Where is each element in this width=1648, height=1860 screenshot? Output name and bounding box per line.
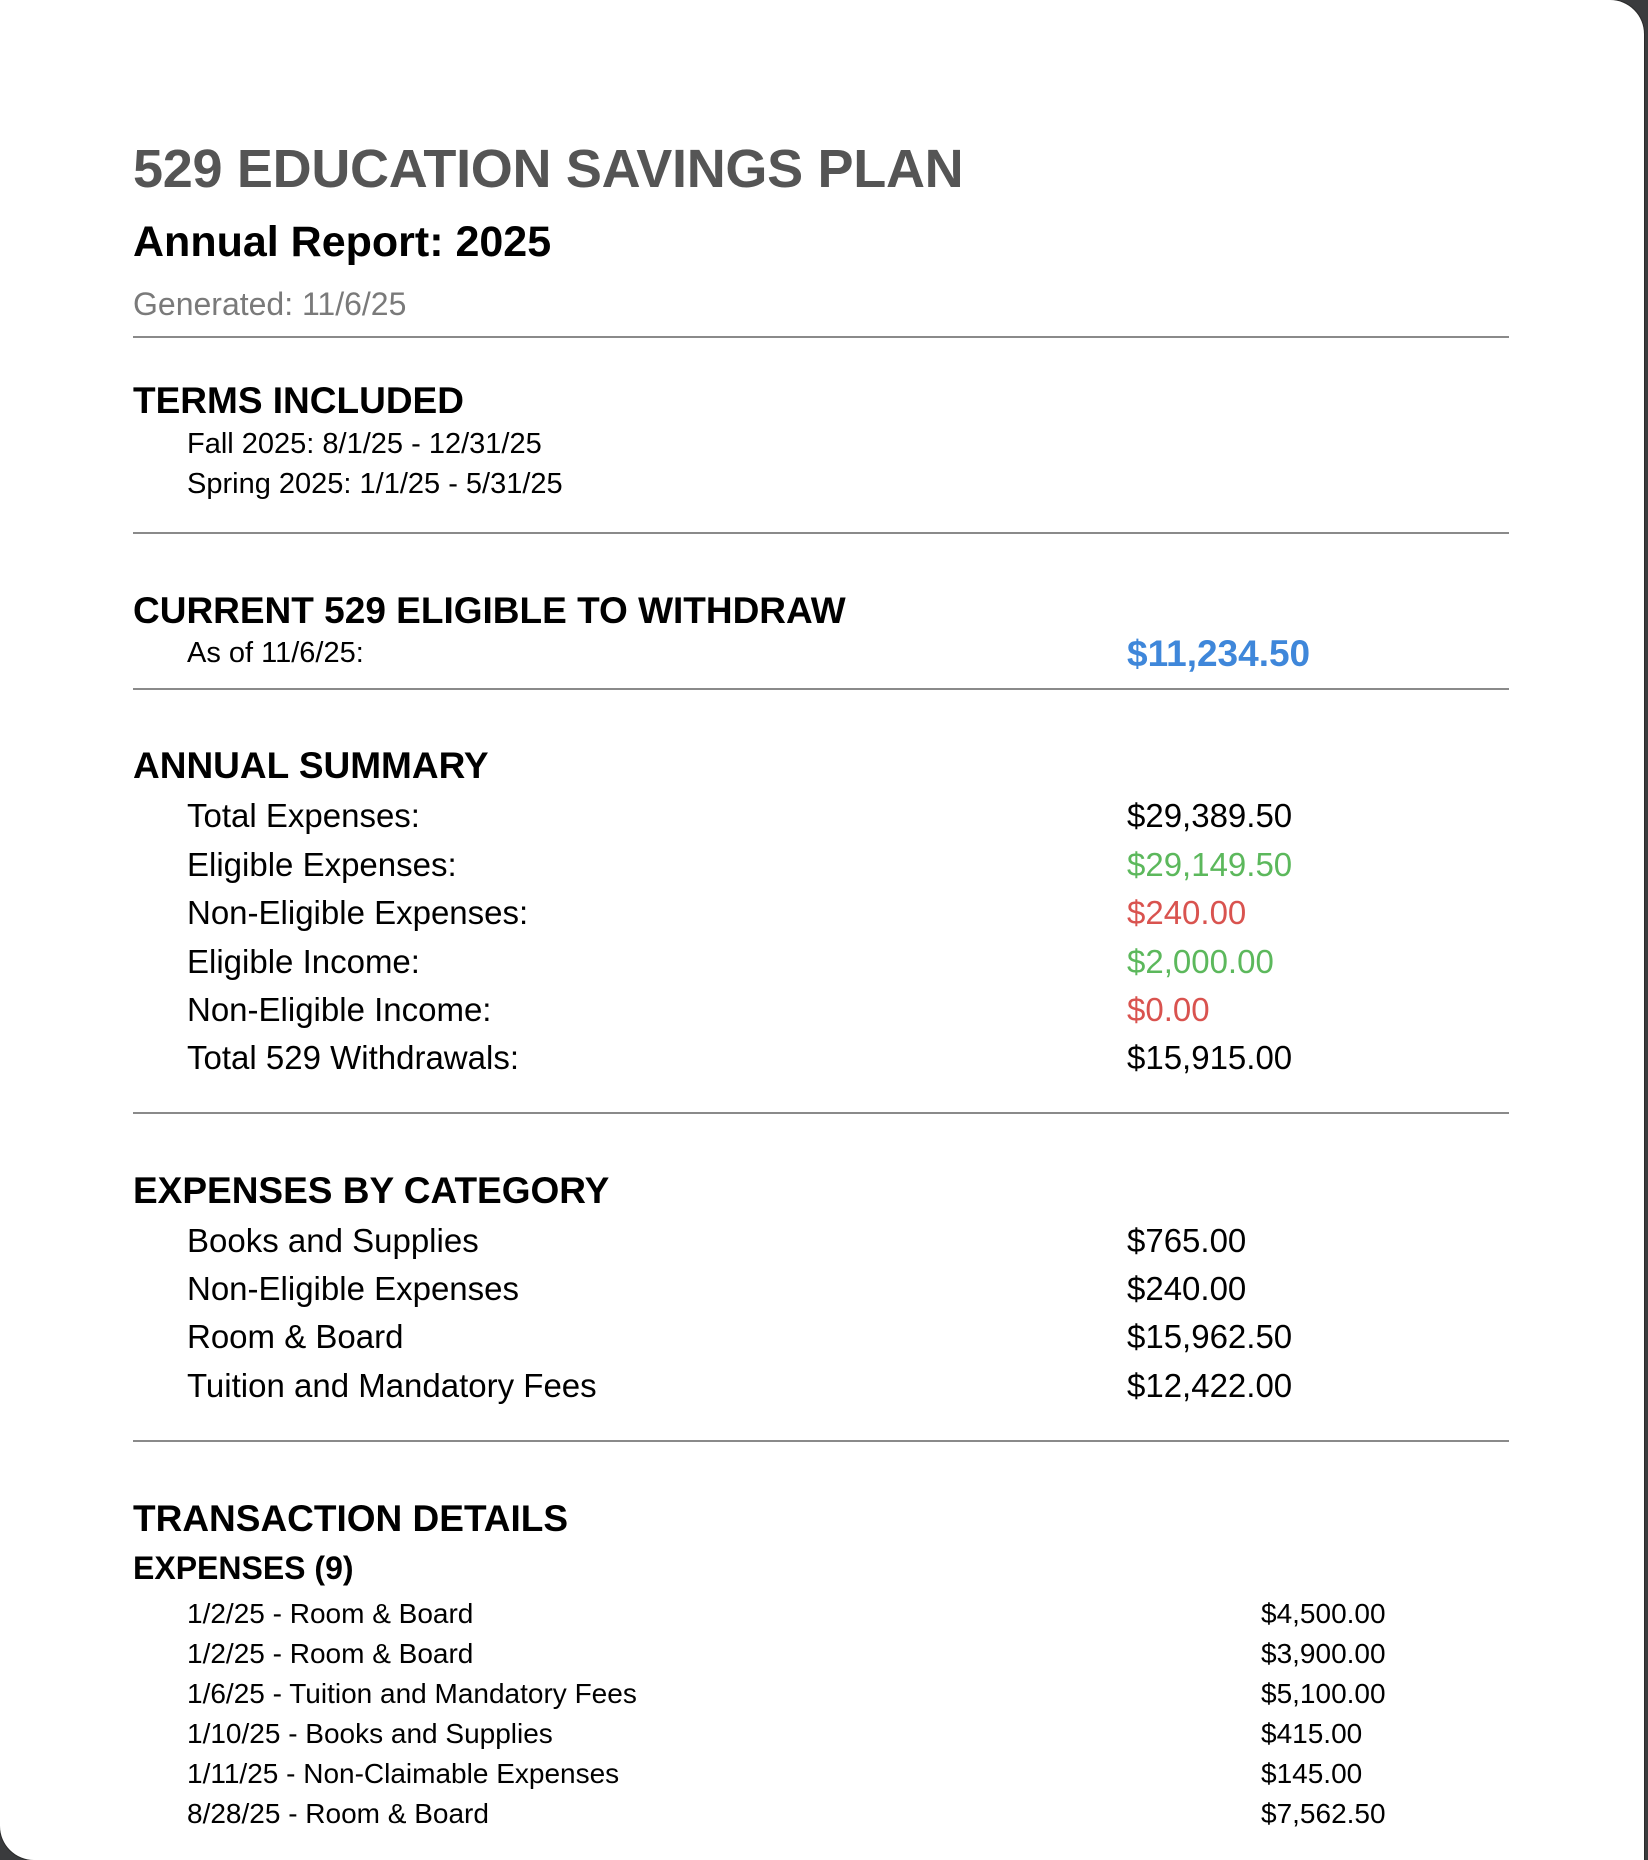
transactions-heading: TRANSACTION DETAILS bbox=[133, 1498, 569, 1539]
summary-label: Non-Eligible Expenses: bbox=[187, 894, 529, 931]
eligible-heading: CURRENT 529 ELIGIBLE TO WITHDRAW bbox=[133, 590, 846, 631]
summary-row bbox=[187, 797, 1509, 837]
transaction-label: 1/10/25 - Books and Supplies bbox=[187, 1718, 553, 1749]
summary-value: $29,149.50 bbox=[1127, 846, 1293, 883]
category-label: Room & Board bbox=[187, 1318, 404, 1355]
transaction-amount: $7,562.50 bbox=[1261, 1798, 1386, 1829]
transaction-amount: $5,100.00 bbox=[1261, 1678, 1386, 1709]
summary-label: Eligible Income: bbox=[187, 943, 420, 980]
terms-heading: TERMS INCLUDED bbox=[133, 380, 464, 421]
category-row bbox=[187, 1318, 1509, 1358]
summary-label: Total 529 Withdrawals: bbox=[187, 1039, 519, 1076]
category-row bbox=[187, 1222, 1509, 1262]
divider bbox=[133, 532, 1509, 534]
transaction-amount: $415.00 bbox=[1261, 1718, 1363, 1749]
summary-row bbox=[187, 846, 1509, 886]
category-row bbox=[187, 1367, 1509, 1407]
term-item bbox=[187, 468, 1509, 508]
summary-heading: ANNUAL SUMMARY bbox=[133, 745, 489, 786]
category-label: Books and Supplies bbox=[187, 1222, 479, 1259]
transaction-label: 1/11/25 - Non-Claimable Expenses bbox=[187, 1758, 620, 1789]
transaction-row bbox=[187, 1598, 1509, 1638]
category-row bbox=[187, 1270, 1509, 1310]
divider bbox=[133, 688, 1509, 690]
report-title: 529 EDUCATION SAVINGS PLAN bbox=[133, 139, 964, 199]
summary-row bbox=[187, 1039, 1509, 1079]
category-value: $240.00 bbox=[1127, 1270, 1247, 1307]
summary-value: $15,915.00 bbox=[1127, 1039, 1293, 1076]
transaction-row bbox=[187, 1798, 1509, 1838]
transaction-amount: $3,900.00 bbox=[1261, 1638, 1386, 1669]
term-item bbox=[187, 428, 1509, 468]
category-label: Tuition and Mandatory Fees bbox=[187, 1367, 597, 1404]
summary-value: $2,000.00 bbox=[1127, 943, 1274, 980]
transaction-row bbox=[187, 1758, 1509, 1798]
category-value: $15,962.50 bbox=[1127, 1318, 1293, 1355]
transaction-row bbox=[187, 1678, 1509, 1718]
term-label: Fall 2025: 8/1/25 - 12/31/25 bbox=[187, 428, 542, 460]
summary-value: $29,389.50 bbox=[1127, 797, 1293, 834]
summary-value: $240.00 bbox=[1127, 894, 1247, 931]
transaction-label: 8/28/25 - Room & Board bbox=[187, 1798, 489, 1829]
divider bbox=[133, 336, 1509, 338]
term-label: Spring 2025: 1/1/25 - 5/31/25 bbox=[187, 468, 563, 500]
divider bbox=[133, 1112, 1509, 1114]
expenses-subheading: EXPENSES (9) bbox=[133, 1550, 354, 1586]
eligible-label: As of 11/6/25: bbox=[187, 637, 364, 669]
summary-value: $0.00 bbox=[1127, 991, 1210, 1028]
transaction-amount: $4,500.00 bbox=[1261, 1598, 1386, 1629]
summary-row bbox=[187, 943, 1509, 983]
transaction-label: 1/6/25 - Tuition and Mandatory Fees bbox=[187, 1678, 637, 1709]
transaction-row bbox=[187, 1718, 1509, 1758]
report-subtitle: Annual Report: 2025 bbox=[133, 218, 552, 266]
transaction-amount: $145.00 bbox=[1261, 1758, 1363, 1789]
transaction-label: 1/2/25 - Room & Board bbox=[187, 1598, 474, 1629]
divider bbox=[133, 1440, 1509, 1442]
transaction-row bbox=[187, 1638, 1509, 1678]
summary-label: Non-Eligible Income: bbox=[187, 991, 492, 1028]
eligible-row bbox=[187, 633, 1509, 677]
category-heading: EXPENSES BY CATEGORY bbox=[133, 1170, 610, 1211]
generated-date: Generated: 11/6/25 bbox=[133, 286, 407, 322]
category-value: $12,422.00 bbox=[1127, 1367, 1293, 1404]
category-value: $765.00 bbox=[1127, 1222, 1247, 1259]
summary-row bbox=[187, 894, 1509, 934]
summary-label: Eligible Expenses: bbox=[187, 846, 457, 883]
category-label: Non-Eligible Expenses bbox=[187, 1270, 520, 1307]
eligible-amount: $11,234.50 bbox=[1127, 633, 1311, 674]
summary-row bbox=[187, 991, 1509, 1031]
summary-label: Total Expenses: bbox=[187, 797, 420, 834]
transaction-label: 1/2/25 - Room & Board bbox=[187, 1638, 474, 1669]
